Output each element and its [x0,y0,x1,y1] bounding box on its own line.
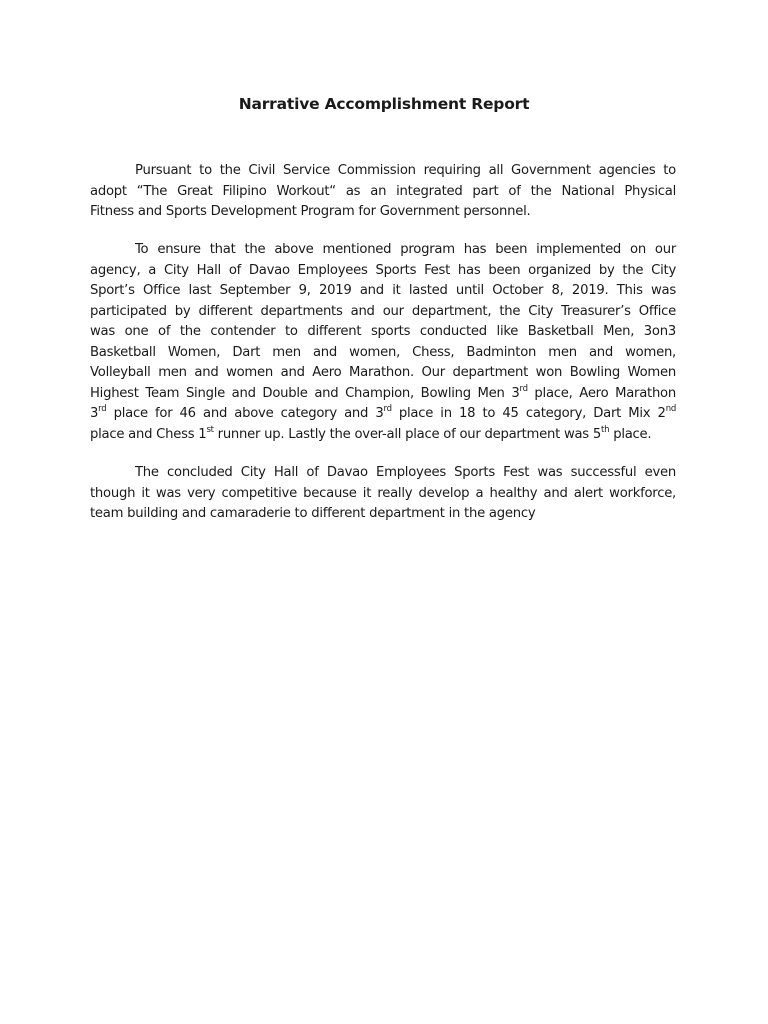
paragraph-2-line-3: Sport’s Office last September 9, 2019 and it lasted until October 8, 2019. This was [90,283,676,298]
paragraph-3-line-3: team building and camaraderie to different department in the agency [90,506,536,521]
paragraph-2-line-10 [90,425,676,446]
paragraph-1-line-2: adopt “The Great Filipino Workout“ as an integrated part of the National Physical [90,183,676,199]
ordinal-suffix: rd [383,404,392,414]
paragraph-2-line-5: was one of the contender to different sports conducted like Basketball Men, 3on3 [90,324,676,339]
paragraph-1-line-1: Pursuant to the Civil Service Commission requiring all Government agencies to [135,163,676,178]
paragraph-2-line-6: Basketball Women, Dart men and women, Chess, Badminton men and women, [90,344,676,360]
ordinal-suffix: st [206,424,214,435]
ordinal-suffix: th [601,424,610,435]
line-9-text-a: 3 [90,406,99,421]
line-10-text-c: place. [609,426,652,442]
line-9-text-c: place in 18 to 45 category, Dart Mix 2 [391,406,666,421]
ordinal-suffix: rd [98,404,107,414]
paragraph-2-line-2: agency, a City Hall of Davao Employees Sports Fest has been organized by the City [90,262,676,278]
paragraph-2-line-7: Volleyball men and women and Aero Marathon. Our department won Bowling Women [90,365,676,380]
line-8-text-a: Highest Team Single and Double and Champion, Bowling Men 3 [90,385,520,401]
paragraph-2-line-8 [90,384,676,405]
line-10-text-b: runner up. Lastly the over-all place of our department was 5 [213,426,602,442]
paragraph-3-line-1: The concluded City Hall of Davao Employees Sports Fest was successful even [135,465,676,480]
paragraph-3 [90,463,676,525]
paragraph-2-line-1: To ensure that the above mentioned program has been implemented on our [135,242,676,257]
paragraph-2 [90,240,676,445]
line-8-text-b: place, Aero Marathon [527,385,676,401]
ordinal-suffix: nd [665,404,676,414]
paragraph-3-line-2: though it was very competitive because it really develop a healthy and alert workforce, [90,485,676,501]
paragraph-2-line-9 [90,404,676,425]
line-10-text-a: place and Chess 1 [90,426,207,442]
ordinal-suffix: rd [519,383,528,394]
paragraph-1 [90,161,676,223]
line-9-text-b: place for 46 and above category and 3 [106,406,384,421]
document-title: Narrative Accomplishment Report [238,95,530,113]
paragraph-2-line-4: participated by different departments and our department, the City Treasurer’s Office [90,303,676,319]
paragraph-1-line-3: Fitness and Sports Development Program for Government personnel. [90,204,531,219]
